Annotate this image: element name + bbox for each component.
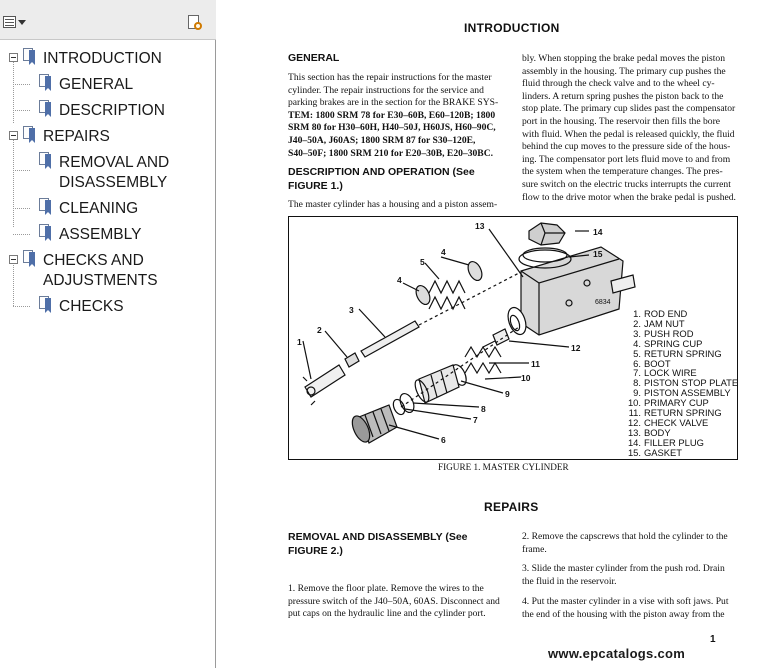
- bookmark-label: REMOVAL AND: [59, 154, 170, 171]
- bookmark-checks[interactable]: [0, 294, 210, 320]
- paragraph-line: the system when the temperature changes. The pres-: [522, 166, 723, 178]
- legend-text: RETURN SPRING: [644, 347, 722, 359]
- bookmark-icon: [39, 296, 53, 314]
- legend-number: 2.: [633, 317, 641, 329]
- legend-text: PISTON ASSEMBLY: [644, 387, 731, 399]
- legend-row: [627, 448, 738, 458]
- bookmark-description[interactable]: [0, 98, 210, 124]
- collapse-icon[interactable]: [9, 131, 18, 140]
- subheading-line: FIGURE 1.): [288, 180, 343, 192]
- legend-number: 12.: [627, 416, 641, 428]
- lock-wire-drawing: [391, 398, 407, 417]
- callout-label: 9: [505, 389, 510, 399]
- bookmark-icon: [39, 224, 53, 242]
- bookmark-label: DESCRIPTION: [59, 102, 165, 119]
- watermark: www.epcatalogs.com: [548, 646, 686, 661]
- paragraph-line: J40–50A, J60AS; 1800 SRM 87 for S30–120E,: [288, 134, 476, 146]
- step-1-paragraph: [288, 583, 500, 621]
- callout-label: 11: [531, 359, 540, 369]
- legend-number: 6.: [633, 357, 641, 369]
- paragraph-line: S40–50F; 1800 SRM 210 for E20–30B, E20–30BC.: [288, 147, 494, 159]
- bookmark-checks-and-adjustments[interactable]: [0, 248, 210, 294]
- paragraph-line: parking brakes are in the section for the BRAKE SYS-: [288, 97, 499, 109]
- paragraph-line: 3. Slide the master cylinder from the push rod. Drain: [522, 563, 725, 574]
- step-3-paragraph: [522, 563, 725, 588]
- chevron-down-icon: [18, 20, 26, 25]
- bookmark-label: CLEANING: [59, 200, 139, 217]
- bookmark-cleaning[interactable]: [0, 196, 210, 222]
- collapse-icon[interactable]: [9, 53, 18, 62]
- step-2-paragraph: [522, 531, 728, 556]
- legend-number: 5.: [633, 347, 641, 359]
- callout-label: 3: [349, 305, 354, 315]
- legend-number: 1.: [633, 308, 641, 319]
- bookmark-label: ASSEMBLY: [59, 226, 142, 243]
- bookmarks-toolbar: [0, 0, 216, 40]
- subheading-description: [288, 165, 475, 193]
- legend-text: RETURN SPRING: [644, 407, 722, 419]
- legend-text: PISTON STOP PLATE: [644, 377, 739, 389]
- jam-nut-drawing: [345, 353, 359, 367]
- callout-label: 2: [317, 325, 322, 335]
- paragraph-line: sure switch on the electric trucks interrupts the current: [522, 178, 731, 190]
- description-paragraph: The master cylinder has a housing and a piston assem-: [288, 199, 498, 210]
- bookmark-general[interactable]: [0, 72, 210, 98]
- bookmark-icon: [39, 152, 53, 170]
- legend-text: BODY: [644, 426, 671, 438]
- figure-master-cylinder: [288, 216, 738, 460]
- bookmark-icon: [23, 48, 37, 66]
- legend-text: BOOT: [644, 357, 671, 369]
- bookmark-icon: [39, 198, 53, 216]
- page-number: 1: [710, 634, 716, 645]
- legend-number: 4.: [633, 337, 641, 349]
- callout-label: 14: [593, 227, 603, 237]
- paragraph-line: pressure switch of the J40–50A, 60AS. Disconnect and: [288, 595, 500, 607]
- bookmark-label: CHECKS AND: [43, 252, 144, 269]
- paragraph-line: 1. Remove the floor plate. Remove the wires to the: [288, 583, 484, 594]
- legend-number: 7.: [633, 367, 641, 379]
- subheading-general: GENERAL: [288, 52, 340, 64]
- search-icon: [194, 22, 202, 30]
- section-heading-repairs: REPAIRS: [484, 500, 539, 514]
- subheading-line: DESCRIPTION AND OPERATION (See: [288, 166, 475, 178]
- legend-text: CHECK VALVE: [644, 416, 709, 428]
- paragraph-line: bly. When stopping the brake pedal moves the piston: [522, 53, 726, 64]
- paragraph-line: flow to the drive motor when the brake pedal is pushed.: [522, 191, 736, 203]
- bookmark-label: CHECKS: [59, 298, 124, 315]
- bookmark-label: REPAIRS: [43, 128, 110, 145]
- callout-label: 4: [441, 247, 446, 257]
- paragraph-line: cylinder. The repair instructions for the service and: [288, 84, 484, 96]
- paragraph-line: assembly in the housing. The primary cup pushes the: [522, 65, 726, 77]
- bookmark-icon: [23, 250, 37, 268]
- bookmark-icon: [23, 126, 37, 144]
- legend-number: 10.: [627, 397, 641, 409]
- options-menu-button[interactable]: [3, 14, 27, 30]
- subheading-line: FIGURE 2.): [288, 545, 343, 557]
- paragraph-line: SRM 80 for H30–60H, H40–50J, H60JS, H60–90C,: [288, 122, 496, 134]
- bookmark-label: INTRODUCTION: [43, 50, 162, 67]
- legend-number: 13.: [627, 426, 641, 438]
- bookmark-repairs[interactable]: [0, 124, 210, 150]
- legend-number: 14.: [627, 436, 641, 448]
- callout-label: 1: [297, 337, 302, 347]
- section-heading-introduction: INTRODUCTION: [464, 21, 560, 35]
- paragraph-line: ing. The compensator port lets fluid move to and from: [522, 153, 731, 165]
- bookmark-icon: [39, 100, 53, 118]
- legend-text: LOCK WIRE: [644, 367, 697, 379]
- bookmark-removal-and-disassembly[interactable]: [0, 150, 210, 196]
- legend-text: FILLER PLUG: [644, 436, 704, 448]
- bookmark-assembly[interactable]: [0, 222, 210, 248]
- legend-number: 15.: [627, 446, 641, 458]
- operation-paragraph: [522, 53, 737, 204]
- bookmark-label: ADJUSTMENTS: [43, 272, 158, 289]
- paragraph-line: port in the housing. The reservoir then fills the bore: [522, 115, 721, 127]
- figure-legend: [627, 309, 738, 458]
- collapse-icon[interactable]: [9, 255, 18, 264]
- paragraph-line: the end of the housing with the piston away from the: [522, 608, 725, 620]
- paragraph-line: fluid through the check valve and to the wheel cy-: [522, 78, 715, 90]
- bookmark-icon: [39, 74, 53, 92]
- legend-text: SPRING CUP: [644, 337, 703, 349]
- list-icon: [3, 16, 16, 28]
- figure-code: 6834: [595, 299, 611, 306]
- bookmark-label: GENERAL: [59, 76, 134, 93]
- step-4-paragraph: [522, 596, 729, 621]
- callout-label: 5: [420, 257, 425, 267]
- callout-label: 10: [521, 373, 531, 383]
- subheading-removal: [288, 530, 468, 558]
- document-page: [226, 0, 761, 668]
- filler-plug-drawing: [529, 223, 565, 245]
- paragraph-line: put caps on the hydraulic line and the cylinder port.: [288, 608, 486, 620]
- legend-number: 8.: [633, 377, 641, 389]
- callout-label: 15: [593, 249, 603, 259]
- legend-number: 3.: [633, 327, 641, 339]
- bookmarks-panel: [0, 0, 216, 668]
- paragraph-line: behind the cup moves to the pressure side of the hous-: [522, 141, 731, 153]
- cylinder-body-drawing: [505, 247, 635, 337]
- legend-number: 9.: [633, 387, 641, 399]
- legend-text: JAM NUT: [644, 317, 685, 329]
- piston-assembly-drawing: [412, 365, 459, 404]
- paragraph-line: frame.: [522, 543, 547, 555]
- legend-number: 11.: [628, 407, 641, 419]
- paragraph-line: the fluid in the reservoir.: [522, 575, 617, 587]
- paragraph-line: 2. Remove the capscrews that hold the cylinder to the: [522, 531, 728, 542]
- legend-text: ROD END: [644, 308, 688, 319]
- find-bookmark-button[interactable]: [186, 14, 204, 32]
- paragraph-line: This section has the repair instructions for the master: [288, 72, 492, 83]
- paragraph-line: with fluid. When the pedal is released quickly, the fluid: [522, 128, 735, 140]
- callout-label: 6: [441, 435, 446, 445]
- bookmark-label: DISASSEMBLY: [59, 174, 168, 191]
- subheading-line: REMOVAL AND DISASSEMBLY (See: [288, 531, 468, 543]
- callout-label: 4: [397, 275, 402, 285]
- legend-text: PRIMARY CUP: [644, 397, 709, 409]
- paragraph-line: 4. Put the master cylinder in a vise with soft jaws. Put: [522, 596, 729, 607]
- figure-caption: FIGURE 1. MASTER CYLINDER: [438, 462, 569, 472]
- legend-text: GASKET: [644, 446, 683, 458]
- paragraph-line: TEM: 1800 SRM 78 for E30–60B, E60–120B; 1800: [288, 109, 496, 121]
- push-rod-drawing: [361, 321, 419, 357]
- general-paragraph: [288, 72, 502, 160]
- callout-label: 7: [473, 415, 478, 425]
- paragraph-line: stop plate. The primary cup slides past the compensator: [522, 103, 736, 115]
- check-valve-drawing: [483, 329, 509, 347]
- callout-label: 12: [571, 343, 581, 353]
- callout-label: 13: [475, 221, 485, 231]
- paragraph-line: linders. A return spring pushes the piston back to the: [522, 90, 724, 102]
- bookmark-introduction[interactable]: [0, 46, 210, 72]
- legend-text: PUSH ROD: [644, 327, 694, 339]
- spring-drawing: [429, 281, 465, 293]
- callout-label: 8: [481, 404, 486, 414]
